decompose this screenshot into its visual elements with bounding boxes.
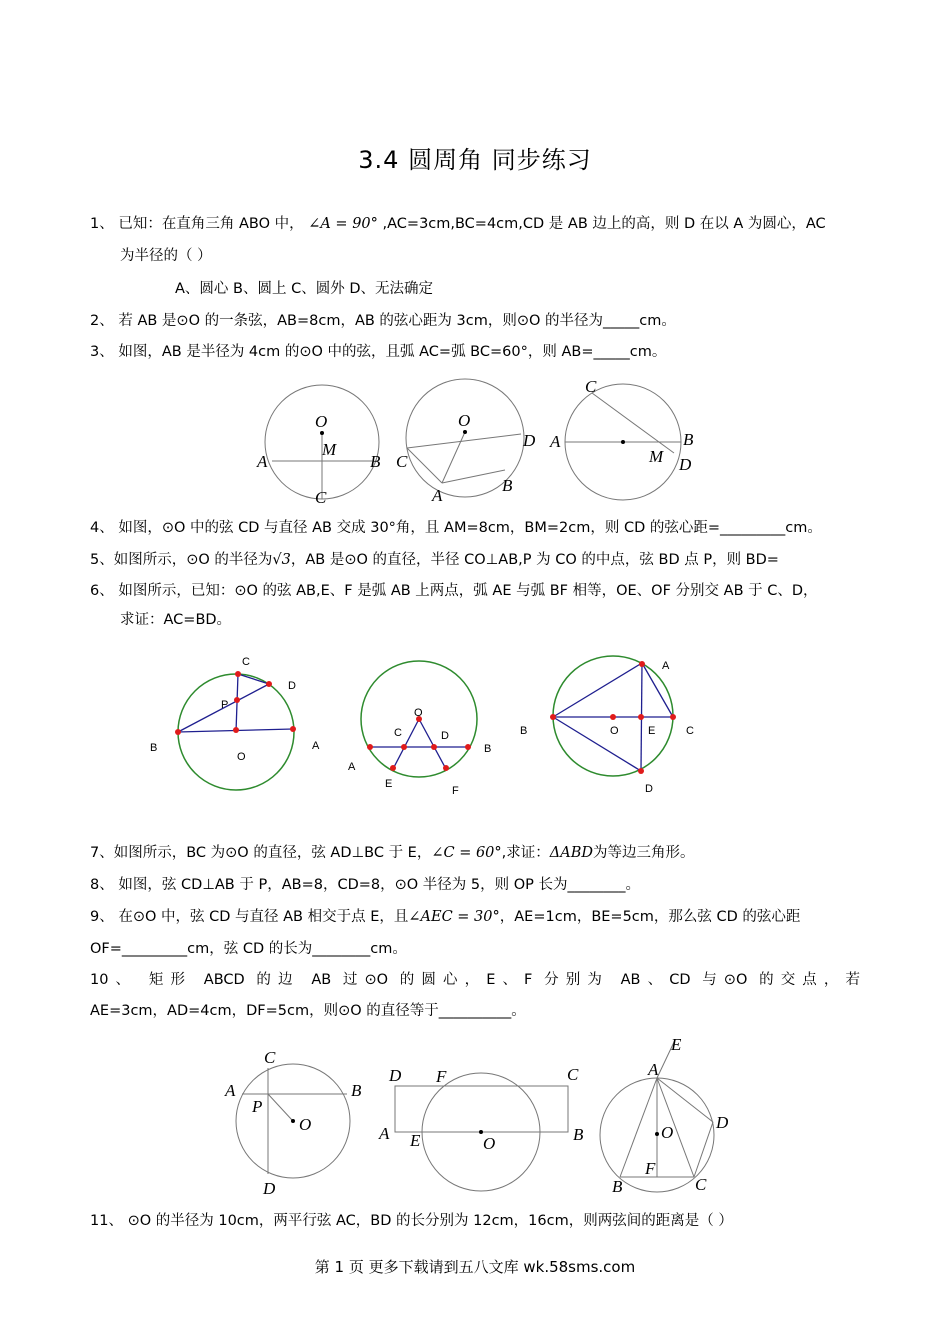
fig1b-label-c: C: [396, 452, 408, 471]
q1-text-post: ,AC=3cm,BC=4cm,CD 是 AB 边上的高，则 D 在以 A 为圆心，AC: [382, 216, 826, 232]
fig1c-label-a: A: [550, 432, 561, 451]
figure-3c: [595, 1035, 745, 1200]
fig2b-label-f: F: [452, 785, 459, 797]
fig3b-label-o: O: [483, 1134, 496, 1153]
fig1b-label-b: B: [502, 476, 513, 495]
fig2c-label-a: A: [662, 660, 670, 672]
fig3c-label-f: F: [645, 1159, 656, 1178]
question-5: [90, 550, 860, 570]
question-1: [90, 214, 860, 234]
question-2: [90, 311, 860, 331]
q5-number: 5、: [90, 552, 114, 568]
q1-math: ∠A = 90°: [308, 216, 378, 232]
fig1c-label-b: B: [683, 430, 694, 449]
fig3a-label-b: B: [351, 1081, 362, 1100]
q1-number: 1、: [90, 216, 114, 232]
fig1a-label-o: O: [315, 412, 328, 431]
fig2a-label-a: A: [312, 740, 320, 752]
fig2a-label-o: O: [237, 751, 246, 763]
q7-text-mid: ,求证：: [501, 845, 550, 861]
fig3c-label-a: A: [648, 1060, 659, 1079]
fig2a-label-b: B: [150, 742, 158, 754]
q3-number: 3、: [90, 344, 114, 360]
q7-math-2: ΔABD: [549, 845, 593, 861]
fig2b-label-c: C: [394, 727, 402, 739]
fig1a-label-b: B: [370, 452, 381, 471]
fig1a-label-c: C: [315, 488, 327, 507]
question-10-line-1: 10、 矩形 ABCD 的边 AB 过⊙O 的圆心，E、F 分别为 AB、CD 与⊙O 的交点，若: [90, 972, 860, 988]
figure-3a: [220, 1045, 370, 1200]
fig2b-label-e: E: [385, 778, 393, 790]
q9-number: 9、: [90, 909, 114, 925]
fig1c-label-d: D: [679, 455, 692, 474]
question-7: [90, 843, 860, 863]
fig1b-label-o: O: [458, 411, 471, 430]
figure-1c: [548, 375, 708, 500]
fig3b-label-e: E: [410, 1131, 421, 1150]
q8-number: 8、: [90, 877, 114, 893]
q8-text: 如图，弦 CD⊥AB 于 P，AB=8，CD=8，⊙O 半径为 5，则 OP 长为________。: [118, 877, 640, 893]
fig2a-label-p: P: [221, 699, 229, 711]
figure-3b: [375, 1060, 595, 1205]
fig3c-label-b: B: [612, 1177, 623, 1196]
fig2b-label-b: B: [484, 743, 492, 755]
q9-math: ∠AEC = 30°: [408, 909, 500, 925]
fig3b-label-b: B: [573, 1125, 584, 1144]
fig1a-label-m: M: [322, 440, 337, 459]
question-8: [90, 875, 860, 895]
q1-continuation: 为半径的（ ）: [120, 248, 212, 264]
fig3a-label-a: A: [225, 1081, 236, 1100]
figure-1a: [255, 375, 390, 510]
fig3b-label-c: C: [567, 1065, 579, 1084]
fig1c-label-c: C: [585, 377, 597, 396]
fig3b-label-f: F: [436, 1067, 447, 1086]
q4-number: 4、: [90, 520, 114, 536]
fig2c-label-b: B: [520, 725, 528, 737]
q1-options: A、圆心 B、圆上 C、圆外 D、无法确定: [175, 281, 433, 297]
page-title: 3.4 圆周角 同步练习: [358, 146, 592, 174]
fig3a-label-p: P: [252, 1097, 263, 1116]
q1-text-pre: 已知：在直角三角 ABO 中，: [118, 216, 304, 232]
figure-2c: [515, 655, 705, 800]
fig3c-label-e: E: [671, 1035, 682, 1054]
fig2c-label-e: E: [648, 725, 656, 737]
fig2b-label-d: D: [441, 730, 449, 742]
question-6: [90, 581, 860, 601]
fig2a-label-c: C: [242, 656, 250, 668]
question-4: [90, 518, 860, 538]
figure-2a: [145, 650, 335, 795]
fig2b-label-o: O: [414, 707, 423, 719]
q7-text-pre: 7、如图所示，BC 为⊙O 的直径，弦 AD⊥BC 于 E，: [90, 845, 432, 861]
fig2c-label-d: D: [645, 783, 653, 795]
fig2c-label-c: C: [686, 725, 694, 737]
q6-text: 如图所示，已知：⊙O 的弦 AB,E、F 是弧 AB 上两点，弧 AE 与弧 BF 相等，OE、OF 分别交 AB 于 C、D，: [118, 583, 818, 599]
fig2a-label-d: D: [288, 680, 296, 692]
fig2c-label-o: O: [610, 725, 619, 737]
question-11: [90, 1211, 860, 1231]
q2-number: 2、: [90, 313, 114, 329]
fig1c-label-m: M: [649, 447, 664, 466]
figure-2b: [340, 655, 500, 800]
fig1b-label-a: A: [432, 486, 443, 505]
q5-math: √3: [272, 552, 291, 568]
q7-text-post: 为等边三角形。: [593, 845, 695, 861]
question-9: [90, 907, 860, 927]
fig3a-label-d: D: [263, 1179, 276, 1198]
q5-text-post: ，AB 是⊙O 的直径，半径 CO⊥AB,P 为 CO 的中点，弦 BD 点 P，则 BD=: [290, 552, 779, 568]
q6-number: 6、: [90, 583, 114, 599]
q2-text: 若 AB 是⊙O 的一条弦，AB=8cm，AB 的弦心距为 3cm，则⊙O 的半径为_____cm。: [118, 313, 676, 329]
q11-number: 11、: [90, 1213, 123, 1229]
q7-math-1: ∠C = 60°: [431, 845, 502, 861]
fig3b-label-a: A: [379, 1124, 390, 1143]
q9-text-post: ，AE=1cm，BE=5cm，那么弦 CD 的弦心距: [499, 909, 801, 925]
question-10-line-2: AE=3cm，AD=4cm，DF=5cm，则⊙O 的直径等于__________。: [90, 1003, 526, 1019]
fig2b-label-a: A: [348, 761, 356, 773]
fig3b-label-d: D: [389, 1066, 402, 1085]
q9-text-pre: 在⊙O 中，弦 CD 与直径 AB 相交于点 E，且: [118, 909, 409, 925]
q4-text: 如图，⊙O 中的弦 CD 与直径 AB 交成 30°角，且 AM=8cm，BM=2cm，则 CD 的弦心距=_________cm。: [118, 520, 822, 536]
page-footer: 第 1 页 更多下载请到五八文库 wk.58sms.com: [314, 1258, 636, 1276]
fig1b-label-d: D: [523, 431, 536, 450]
fig3c-label-o: O: [661, 1123, 674, 1142]
q9-continuation: OF=_________cm，弦 CD 的长为________cm。: [90, 941, 407, 957]
fig3a-label-c: C: [264, 1048, 276, 1067]
fig3c-label-c: C: [695, 1175, 707, 1194]
q5-text-pre: 如图所示，⊙O 的半径为: [113, 552, 273, 568]
fig1a-label-a: A: [257, 452, 268, 471]
fig3c-label-d: D: [716, 1113, 729, 1132]
figure-1b: [395, 370, 545, 505]
fig3a-label-o: O: [299, 1115, 312, 1134]
q6-continuation: 求证：AC=BD。: [120, 612, 232, 628]
q3-text: 如图，AB 是半径为 4cm 的⊙O 中的弦，且弧 AC=弧 BC=60°，则 AB=_____cm。: [118, 344, 667, 360]
question-3: [90, 342, 860, 362]
q11-text: ⊙O 的半径为 10cm，两平行弦 AC，BD 的长分别为 12cm，16cm，则两弦间的距离是（ ）: [127, 1213, 733, 1229]
